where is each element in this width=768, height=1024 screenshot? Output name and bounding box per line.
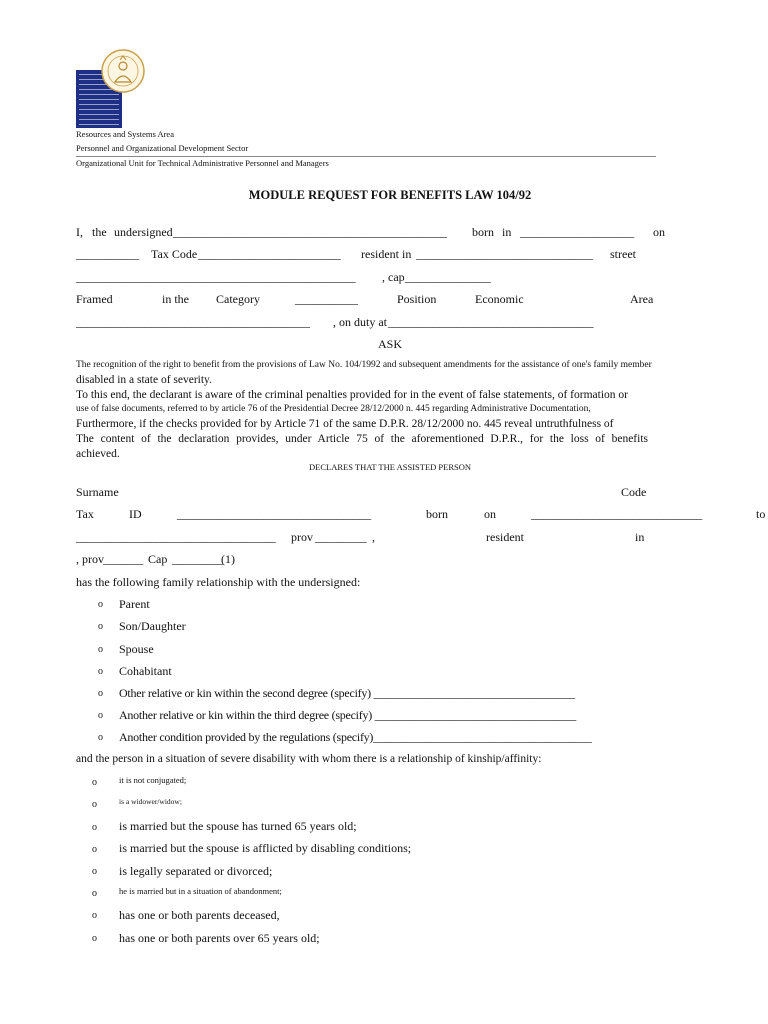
condition-option: he is married but in a situation of abandonment; xyxy=(119,886,282,896)
cap-label: , cap xyxy=(382,270,405,284)
option-circle-icon[interactable]: o xyxy=(92,799,97,810)
assisted-prov2-field[interactable]: _______ xyxy=(103,552,143,566)
on-duty-at-label: , on duty at xyxy=(333,315,387,329)
condition-option: is a widower/widow; xyxy=(119,797,182,806)
relationship-option: Son/Daughter xyxy=(119,619,186,633)
duty-location-field[interactable]: ____________________________________ xyxy=(388,315,594,329)
condition-option: is married but the spouse has turned 65 years old; xyxy=(119,819,357,833)
option-circle-icon[interactable]: o xyxy=(92,910,97,921)
severe-disability-intro: and the person in a situation of severe disability with whom there is a relationship of kinship/affinity: xyxy=(76,753,542,765)
relationship-option: Cohabitant xyxy=(119,664,172,678)
cap-field[interactable]: _______________ xyxy=(405,270,491,284)
para3-line1: Furthermore, if the checks provided for by Article 71 of the same D.P.R. 28/12/2000 no. 445 reveal untruthfulness of xyxy=(76,418,614,430)
header-divider xyxy=(76,156,656,157)
tax-label: Tax xyxy=(76,507,94,521)
footnote-ref: (1) xyxy=(221,552,235,566)
area-label: Area xyxy=(630,292,654,306)
row1-i: I, xyxy=(76,225,83,239)
prov-comma: , xyxy=(372,530,375,544)
street-field[interactable]: _________________________________________________ xyxy=(76,270,356,284)
option-circle-icon[interactable]: o xyxy=(98,688,103,699)
resident-in-word: in xyxy=(635,530,645,544)
code-label: Code xyxy=(621,485,647,499)
option-circle-icon[interactable]: o xyxy=(92,888,97,899)
ask-heading: ASK xyxy=(377,337,402,351)
option-circle-icon[interactable]: o xyxy=(92,866,97,877)
declares-heading: DECLARES THAT THE ASSISTED PERSON xyxy=(309,462,471,472)
para3-line2: The content of the declaration provides, under Article 75 of the aforementioned D.P.R., for the loss of benefits xyxy=(76,433,648,445)
relationship-option: Spouse xyxy=(119,642,154,656)
row1-in: in xyxy=(502,225,512,239)
birthdate-field[interactable]: ___________ xyxy=(76,247,139,261)
category-field[interactable]: ___________ xyxy=(295,292,358,306)
assisted-birthdate-field[interactable]: ______________________________ xyxy=(531,507,703,521)
resident-label: resident xyxy=(486,530,524,544)
condition-option: is married but the spouse is afflicted by disabling conditions; xyxy=(119,841,412,855)
para1-line2: disabled in a state of severity. xyxy=(76,374,212,386)
row1-on: on xyxy=(653,225,665,239)
option-circle-icon[interactable]: o xyxy=(98,621,103,632)
resident-in-label: resident in xyxy=(361,247,412,261)
condition-option: has one or both parents deceased, xyxy=(119,908,280,922)
option-circle-icon[interactable]: o xyxy=(98,599,103,610)
relationship-option: Other relative or kin within the second degree (specify) ___________________________________ xyxy=(119,686,575,700)
cap2-label: Cap xyxy=(148,552,168,566)
residence-field[interactable]: _______________________________ xyxy=(416,247,593,261)
prov2-label: , prov xyxy=(76,552,104,566)
header-line-area: Resources and Systems Area xyxy=(76,129,174,139)
option-circle-icon[interactable]: o xyxy=(98,732,103,743)
relationship-option: Another relative or kin within the third degree (specify) ___________________________________ xyxy=(119,708,576,722)
university-logo xyxy=(76,48,146,130)
row1-born: born xyxy=(472,225,494,239)
option-circle-icon[interactable]: o xyxy=(98,666,103,677)
in-the-label: in the xyxy=(162,292,189,306)
relationship-intro: has the following family relationship with the undersigned: xyxy=(76,575,361,589)
condition-option: has one or both parents over 65 years old; xyxy=(119,931,320,945)
prov-label: prov xyxy=(291,530,313,544)
tax-code-field[interactable]: _________________________ xyxy=(198,247,341,261)
seal-icon xyxy=(100,48,146,94)
header-line-unit: Organizational Unit for Technical Administrative Personnel and Managers xyxy=(76,158,329,168)
option-circle-icon[interactable]: o xyxy=(98,710,103,721)
relationship-option: Parent xyxy=(119,597,150,611)
option-circle-icon[interactable]: o xyxy=(92,777,97,788)
relationship-option: Another condition provided by the regulations (specify)______________________________________ xyxy=(119,730,592,744)
form-title: MODULE REQUEST FOR BENEFITS LAW 104/92 xyxy=(248,188,532,202)
condition-option: is legally separated or divorced; xyxy=(119,864,273,878)
birthplace-field[interactable]: ____________________ xyxy=(520,225,635,239)
framed-label: Framed xyxy=(76,292,113,306)
row1-the: the xyxy=(92,225,107,239)
assisted-born-label: born xyxy=(426,507,448,521)
option-circle-icon[interactable]: o xyxy=(98,644,103,655)
assisted-id-field[interactable]: __________________________________ xyxy=(177,507,371,521)
area-field[interactable]: _________________________________________ xyxy=(76,315,310,329)
assisted-on-label: on xyxy=(484,507,496,521)
economic-label: Economic xyxy=(475,292,524,306)
option-circle-icon[interactable]: o xyxy=(92,933,97,944)
assisted-prov-field[interactable]: _________ xyxy=(315,530,367,544)
para3-line3: achieved. xyxy=(76,448,120,460)
assisted-birthplace-field[interactable]: ___________________________________ xyxy=(76,530,276,544)
position-label: Position xyxy=(397,292,437,306)
surname-label: Surname xyxy=(76,485,119,499)
option-circle-icon[interactable]: o xyxy=(92,822,97,833)
row1-undersigned: undersigned xyxy=(114,225,173,239)
id-label: ID xyxy=(129,507,142,521)
street-label: street xyxy=(610,247,636,261)
assisted-cap-field[interactable]: _________ xyxy=(172,552,224,566)
para2-line1: To this end, the declarant is aware of the criminal penalties provided for in the event of false statements, of formation or xyxy=(76,389,628,401)
tax-code-label: Tax Code xyxy=(151,247,198,261)
condition-option: it is not conjugated; xyxy=(119,775,187,785)
para1-line1: The recognition of the right to benefit from the provisions of Law No. 104/1992 and subsequent amendments for the assistance of one's family member xyxy=(76,360,652,370)
para2-line2: use of false documents, referred to by article 76 of the Presidential Decree 28/12/2000 n. 445 regarding Administrative Documentation, xyxy=(76,404,591,414)
header-line-sector: Personnel and Organizational Development Sector xyxy=(76,143,249,153)
undersigned-name-field[interactable]: ________________________________________________ xyxy=(173,225,447,239)
to-label: to xyxy=(756,507,766,521)
category-label: Category xyxy=(216,292,260,306)
option-circle-icon[interactable]: o xyxy=(92,844,97,855)
